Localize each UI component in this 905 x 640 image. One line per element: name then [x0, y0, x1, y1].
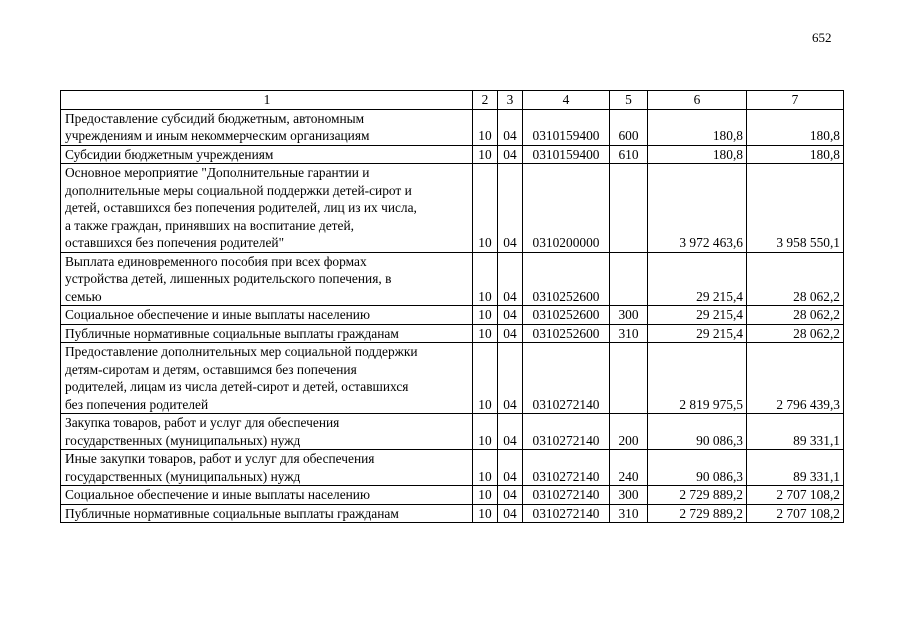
row-subsection-cell: 04: [498, 109, 523, 145]
row-expense-type-cell: 310: [610, 504, 648, 523]
header-cell-amount-2: 7: [747, 91, 844, 110]
row-name-cell: [61, 450, 473, 486]
row-target-code-cell: 0310159400: [523, 145, 610, 164]
row-amount-2-cell: 2 707 108,2: [747, 486, 844, 505]
row-target-code-cell: 0310272140: [523, 414, 610, 450]
row-amount-2-cell: 180,8: [747, 145, 844, 164]
row-amount-1-cell: 29 215,4: [648, 324, 747, 343]
header-cell-subsection: 3: [498, 91, 523, 110]
row-name-line: детям-сиротам и детям, оставшимся без попечения: [65, 361, 357, 377]
row-amount-1-cell: 3 972 463,6: [648, 164, 747, 253]
table-row: [61, 252, 844, 306]
row-expense-type-cell: 300: [610, 306, 648, 325]
row-expense-type-cell: [610, 164, 648, 253]
row-expense-type-cell: 240: [610, 450, 648, 486]
row-name-line: государственных (муниципальных) нужд: [65, 432, 301, 448]
row-name-cell: [61, 486, 473, 505]
row-name-cell: [61, 306, 473, 325]
row-name-line: Публичные нормативные социальные выплаты гражданам: [65, 505, 399, 521]
row-section-cell: 10: [473, 504, 498, 523]
row-target-code-cell: 0310272140: [523, 486, 610, 505]
row-subsection-cell: 04: [498, 145, 523, 164]
table-row: [61, 109, 844, 145]
row-name-cell: [61, 414, 473, 450]
table-row: [61, 145, 844, 164]
row-section-cell: 10: [473, 145, 498, 164]
row-section-cell: 10: [473, 450, 498, 486]
row-subsection-cell: 04: [498, 324, 523, 343]
table-row: [61, 343, 844, 414]
row-subsection-cell: 04: [498, 486, 523, 505]
row-section-cell: 10: [473, 252, 498, 306]
row-name-cell: [61, 343, 473, 414]
row-name-line: а также граждан, принявших на воспитание детей,: [65, 217, 354, 233]
row-target-code-cell: 0310272140: [523, 343, 610, 414]
row-expense-type-cell: 300: [610, 486, 648, 505]
row-subsection-cell: 04: [498, 252, 523, 306]
row-target-code-cell: 0310272140: [523, 504, 610, 523]
row-name-line: Предоставление субсидий бюджетным, автономным: [65, 110, 365, 126]
row-amount-2-cell: 28 062,2: [747, 324, 844, 343]
row-name-line: Субсидии бюджетным учреждениям: [65, 146, 274, 162]
row-name-line: родителей, лицам из числа детей-сирот и детей, оставшихся: [65, 379, 409, 394]
table-header-row: [61, 91, 844, 110]
row-subsection-cell: 04: [498, 343, 523, 414]
row-expense-type-cell: [610, 343, 648, 414]
row-amount-1-cell: 2 729 889,2: [648, 486, 747, 505]
row-name-line: учреждениям и иным некоммерческим организациям: [65, 128, 370, 143]
row-amount-1-cell: 29 215,4: [648, 306, 747, 325]
row-section-cell: 10: [473, 324, 498, 343]
row-section-cell: 10: [473, 414, 498, 450]
row-expense-type-cell: 600: [610, 109, 648, 145]
header-cell-expense-type: 5: [610, 91, 648, 110]
row-name-line: без попечения родителей: [65, 396, 209, 412]
row-section-cell: 10: [473, 343, 498, 414]
table-row: [61, 306, 844, 325]
table-row: [61, 164, 844, 253]
row-name-cell: [61, 164, 473, 253]
header-cell-amount-1: 6: [648, 91, 747, 110]
row-name-line: Социальное обеспечение и иные выплаты населению: [65, 307, 370, 322]
page-number: 652: [812, 30, 832, 45]
row-expense-type-cell: 310: [610, 324, 648, 343]
row-amount-1-cell: 2 819 975,5: [648, 343, 747, 414]
row-amount-2-cell: 3 958 550,1: [747, 164, 844, 253]
header-cell-section: 2: [473, 91, 498, 110]
row-amount-1-cell: 2 729 889,2: [648, 504, 747, 523]
row-section-cell: 10: [473, 306, 498, 325]
row-amount-2-cell: 89 331,1: [747, 414, 844, 450]
row-name-line: Социальное обеспечение и иные выплаты населению: [65, 487, 370, 502]
row-amount-1-cell: 90 086,3: [648, 450, 747, 486]
row-amount-2-cell: 2 707 108,2: [747, 504, 844, 523]
row-section-cell: 10: [473, 164, 498, 253]
row-target-code-cell: 0310272140: [523, 450, 610, 486]
row-target-code-cell: 0310252600: [523, 324, 610, 343]
row-expense-type-cell: [610, 252, 648, 306]
row-name-line: Иные закупки товаров, работ и услуг для обеспечения: [65, 451, 375, 466]
row-name-line: Предоставление дополнительных мер социальной поддержки: [65, 344, 418, 359]
row-amount-2-cell: 28 062,2: [747, 252, 844, 306]
row-name-line: Выплата единовременного пособия при всех формах: [65, 253, 367, 269]
row-expense-type-cell: 200: [610, 414, 648, 450]
table-row: [61, 324, 844, 343]
row-amount-1-cell: 180,8: [648, 145, 747, 164]
row-name-line: Основное мероприятие "Дополнительные гарантии и: [65, 165, 370, 180]
row-name-line: Закупка товаров, работ и услуг для обеспечения: [65, 415, 340, 430]
row-name-line: устройства детей, лишенных родительского попечения, в: [65, 271, 392, 286]
row-name-line: детей, оставшихся без попечения родителей, лиц из их числа,: [65, 200, 417, 215]
table-row: [61, 450, 844, 486]
table-body: [61, 91, 844, 523]
row-amount-1-cell: 180,8: [648, 109, 747, 145]
row-name-line: государственных (муниципальных) нужд: [65, 468, 301, 484]
row-amount-2-cell: 2 796 439,3: [747, 343, 844, 414]
row-subsection-cell: 04: [498, 164, 523, 253]
row-name-cell: [61, 109, 473, 145]
row-target-code-cell: 0310252600: [523, 306, 610, 325]
row-amount-1-cell: 90 086,3: [648, 414, 747, 450]
row-target-code-cell: 0310252600: [523, 252, 610, 306]
row-name-line: семью: [65, 288, 102, 304]
header-cell-name: 1: [61, 91, 473, 110]
row-name-cell: [61, 504, 473, 523]
row-expense-type-cell: 610: [610, 145, 648, 164]
table-row: [61, 486, 844, 505]
row-name-line: Публичные нормативные социальные выплаты гражданам: [65, 325, 399, 341]
table-row: [61, 414, 844, 450]
row-subsection-cell: 04: [498, 450, 523, 486]
row-section-cell: 10: [473, 486, 498, 505]
row-subsection-cell: 04: [498, 504, 523, 523]
row-name-cell: [61, 324, 473, 343]
row-section-cell: 10: [473, 109, 498, 145]
row-subsection-cell: 04: [498, 306, 523, 325]
row-target-code-cell: 0310200000: [523, 164, 610, 253]
row-amount-2-cell: 180,8: [747, 109, 844, 145]
table-row: [61, 504, 844, 523]
row-name-cell: [61, 145, 473, 164]
row-amount-1-cell: 29 215,4: [648, 252, 747, 306]
row-name-line: дополнительные меры социальной поддержки детей-сирот и: [65, 182, 412, 198]
row-amount-2-cell: 28 062,2: [747, 306, 844, 325]
row-subsection-cell: 04: [498, 414, 523, 450]
budget-table: [60, 90, 844, 523]
row-name-line: оставшихся без попечения родителей": [65, 235, 285, 250]
row-name-cell: [61, 252, 473, 306]
row-amount-2-cell: 89 331,1: [747, 450, 844, 486]
row-target-code-cell: 0310159400: [523, 109, 610, 145]
header-cell-target-code: 4: [523, 91, 610, 110]
